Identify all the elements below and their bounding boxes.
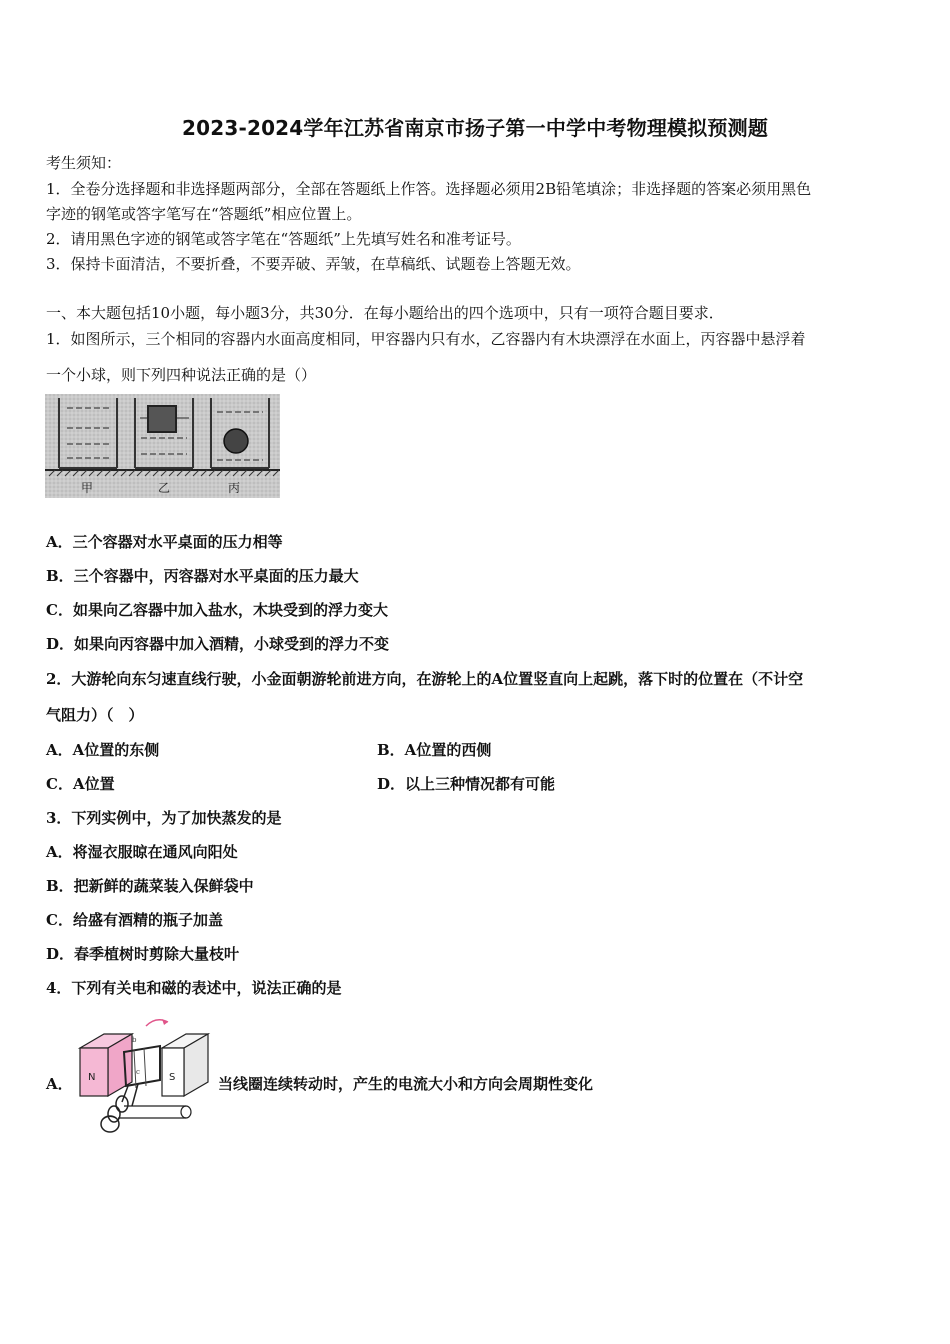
q1-stem-line1: 1．如图所示，三个相同的容器内水面高度相同，甲容器内只有水，乙容器内有木块漂浮在水面上，丙容器中悬浮着 <box>46 330 806 348</box>
q1-figure <box>45 394 280 502</box>
label-jia: 甲 <box>81 481 94 495</box>
q3-option-c: C．给盛有酒精的瓶子加盖 <box>46 911 223 929</box>
q2-option-c: C．A位置 <box>46 775 115 793</box>
page-title: 2023-2024学年江苏省南京市扬子第一中学中考物理模拟预测题 <box>181 116 769 140</box>
q3-option-d: D．春季植树时剪除大量枝叶 <box>46 945 240 963</box>
magnet-n-label: N <box>88 1072 96 1083</box>
q1-option-a: A．三个容器对水平桌面的压力相等 <box>46 533 283 551</box>
svg-text:c: c <box>136 1068 140 1076</box>
q1-stem-line2: 一个小球，则下列四种说法正确的是（） <box>46 366 317 384</box>
q2-stem-line1: 2．大游轮向东匀速直线行驶，小金面朝游轮前进方向，在游轮上的A位置竖直向上起跳，落下时的位置在（不计空 <box>46 670 804 688</box>
label-yi: 乙 <box>158 481 171 495</box>
q1-option-c: C．如果向乙容器中加入盐水，木块受到的浮力变大 <box>46 601 388 619</box>
q4-option-a-text: 当线圈连续转动时，产生的电流大小和方向会周期性变化 <box>218 1075 594 1093</box>
notice-line-2: 字迹的钢笔或答字笔写在“答题纸”相应位置上。 <box>46 205 362 223</box>
notice-line-1: 1．全卷分选择题和非选择题两部分，全部在答题纸上作答。选择题必须用2B铅笔填涂；非选择题的答案必须用黑色 <box>46 180 812 198</box>
q2-option-d: D．以上三种情况都有可能 <box>377 775 556 793</box>
magnet-s-label: S <box>169 1072 176 1083</box>
q3-option-a: A．将湿衣服晾在通风向阳处 <box>46 843 238 861</box>
q2-option-b: B．A位置的西侧 <box>377 741 492 759</box>
q3-stem: 3．下列实例中，为了加快蒸发的是 <box>46 809 282 827</box>
q2-stem-line2: 气阻力）（ ） <box>46 706 144 724</box>
q4-stem: 4．下列有关电和磁的表述中，说法正确的是 <box>46 979 342 997</box>
section-heading: 一、本大题包括10小题，每小题3分，共30分．在每小题给出的四个选项中，只有一项符合题目要求． <box>46 304 724 322</box>
q3-option-b: B．把新鲜的蔬菜装入保鲜袋中 <box>46 877 254 895</box>
q4-option-a-letter: A． <box>46 1075 73 1093</box>
svg-text:b: b <box>132 1036 137 1044</box>
q1-option-b: B．三个容器中，丙容器对水平桌面的压力最大 <box>46 567 359 585</box>
notice-line-4: 3．保持卡面清洁，不要折叠，不要弄破、弄皱，在草稿纸、试题卷上答题无效。 <box>46 255 581 273</box>
q1-option-d: D．如果向丙容器中加入酒精，小球受到的浮力不变 <box>46 635 390 653</box>
notice-line-3: 2．请用黑色字迹的钢笔或答字笔在“答题纸”上先填写姓名和准考证号。 <box>46 230 521 248</box>
notice-heading: 考生须知： <box>46 154 122 172</box>
label-bing: 丙 <box>228 481 241 495</box>
q4-generator-figure <box>74 1010 216 1140</box>
q2-option-a: A．A位置的东侧 <box>46 741 160 759</box>
